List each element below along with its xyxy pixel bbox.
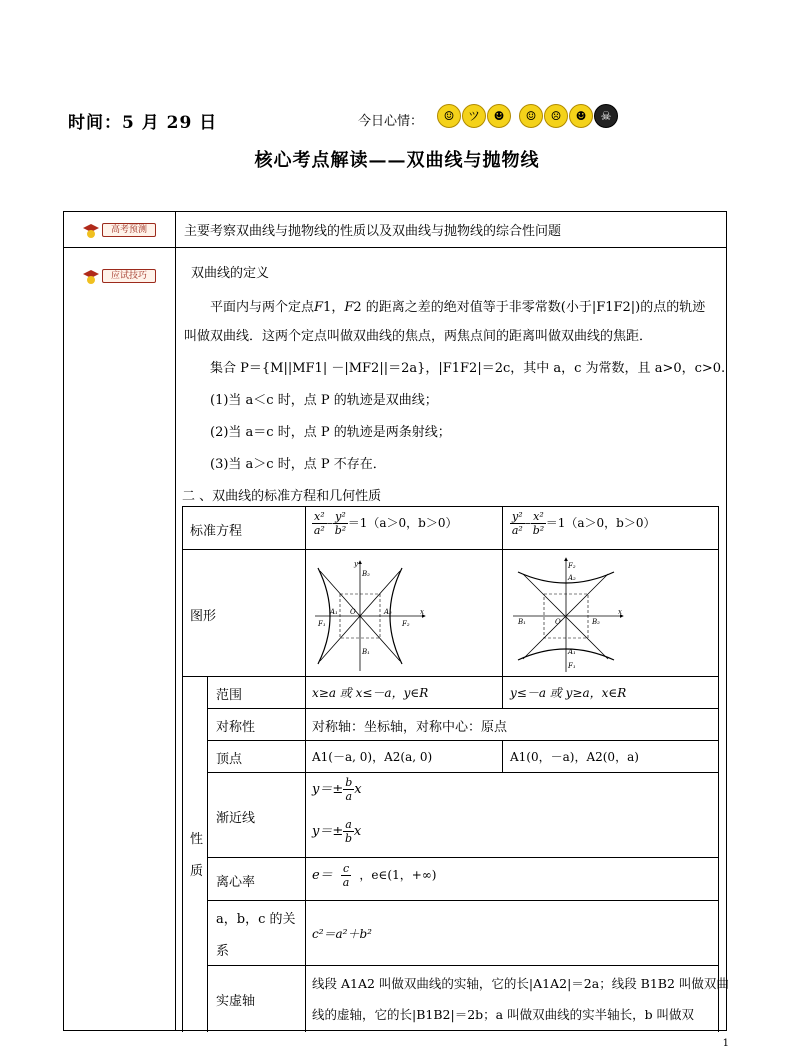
- svg-text:B₂: B₂: [362, 570, 370, 578]
- svg-text:B₂: B₂: [592, 618, 600, 626]
- badge-label: 高考预测: [102, 223, 156, 237]
- axis-line-1: 线段 A1A2 叫做双曲线的实轴，它的长|A1A2|＝2a；线段 B1B2 叫做双曲: [312, 976, 729, 991]
- hyperbola-horizontal-figure: [310, 556, 430, 674]
- svg-text:F₁: F₁: [568, 662, 576, 670]
- case-1: (1)当 a＜c 时，点 P 的轨迹是双曲线；: [210, 393, 438, 408]
- svg-text:B₁: B₁: [362, 648, 370, 656]
- std-eq-label: 标准方程: [190, 524, 243, 539]
- cry-icon: ☹: [544, 104, 568, 128]
- svg-text:x: x: [420, 608, 424, 616]
- hyperbola-vertical-figure: [508, 554, 628, 674]
- badge-label: 应试技巧: [102, 269, 156, 283]
- case-2: (2)当 a＝c 时，点 P 的轨迹是两条射线；: [210, 425, 451, 440]
- asymptote-label: 渐近线: [216, 811, 256, 826]
- svg-text:O: O: [350, 608, 356, 616]
- page-number: 1: [722, 1038, 729, 1049]
- column-divider: [175, 211, 176, 1031]
- axis-label: 实虚轴: [216, 994, 256, 1009]
- angel-icon: ☻: [487, 104, 511, 128]
- svg-text:A₂: A₂: [384, 608, 392, 616]
- property-label-2: 质: [190, 864, 204, 879]
- svg-text:B₁: B₁: [518, 618, 526, 626]
- mood-label: 今日心情：: [358, 114, 424, 129]
- range-value-1: x≥a 或 x≤－a，y∈R: [312, 686, 429, 700]
- svg-text:F₂: F₂: [402, 620, 410, 628]
- std-eq-1: $\frac{\text{x²}}{\text{a²}}$ – $\frac{\text{y²}}{\text{b²}}$ ＝1（a＞0，b＞0）: [313, 510, 458, 537]
- gaokao-text: 主要考察双曲线与抛物线的性质以及双曲线与抛物线的综合性问题: [184, 224, 562, 239]
- vertex-label: 顶点: [216, 752, 243, 767]
- svg-text:y: y: [354, 560, 358, 568]
- vertex-value-1: A1(－a, 0)，A2(a, 0): [312, 750, 433, 764]
- eccentricity-label: 离心率: [216, 875, 256, 890]
- set-definition: 集合 P＝{M||MF1| －|MF2||＝2a}，|F1F2|＝2c，其中 a，c 为常数，且 a>0，c>0.: [210, 361, 726, 376]
- svg-text:A₁: A₁: [568, 648, 576, 656]
- page-title: 核心考点解读——双曲线与抛物线: [254, 150, 540, 171]
- vertex-value-2: A1(0，－a)，A2(0，a): [510, 750, 639, 764]
- definition-para-1: 平面内与两个定点F1，F2 的距离之差的绝对值等于非零常数(小于|F1F2|)的点的轨迹: [210, 300, 706, 315]
- axis-line-2: 线的虚轴，它的长|B1B2|＝2b；a 叫做双曲线的实半轴长，b 叫做双: [312, 1007, 695, 1022]
- grad-cap-icon: [82, 268, 100, 284]
- range-label: 范围: [216, 688, 243, 703]
- case-3: (3)当 a＞c 时，点 P 不存在．: [210, 457, 386, 472]
- alien-icon: ☠: [594, 104, 618, 128]
- abc-value: c²＝a²＋b²: [312, 927, 372, 941]
- yingshi-badge: [82, 268, 156, 284]
- row-divider: [63, 247, 727, 248]
- smile-icon: ☺: [437, 104, 461, 128]
- grad-cap-icon: [82, 222, 100, 238]
- grin-icon: ツ: [462, 104, 486, 128]
- wink-icon: ☻: [569, 104, 593, 128]
- definition-heading: 双曲线的定义: [191, 266, 270, 281]
- mood-icons: [437, 104, 618, 128]
- asymptote-1: y＝± $\frac{b}{a}$ x: [312, 776, 362, 803]
- definition-para-2: 叫做双曲线．这两个定点叫做双曲线的焦点，两焦点间的距离叫做双曲线的焦距．: [184, 329, 653, 344]
- property-label-1: 性: [190, 832, 204, 847]
- symmetry-value: 对称轴：坐标轴，对称中心：原点: [312, 720, 508, 735]
- asymptote-2: y＝± $\frac{a}{b}$ x: [312, 818, 362, 845]
- figure-label: 图形: [190, 609, 217, 624]
- laugh-icon: ☺: [519, 104, 543, 128]
- svg-text:F₂: F₂: [568, 562, 576, 570]
- svg-text:x: x: [618, 608, 622, 616]
- svg-text:F₁: F₁: [318, 620, 326, 628]
- section-2-heading: 二 、双曲线的标准方程和几何性质: [182, 489, 382, 504]
- gaokao-badge: [82, 222, 156, 238]
- abc-label-2: 系: [216, 944, 230, 959]
- svg-text:O: O: [555, 618, 561, 626]
- eccentricity-value: e＝ $\frac{c}{a}$ ，e∈(1，+∞): [312, 862, 437, 889]
- symmetry-label: 对称性: [216, 720, 256, 735]
- std-eq-2: $\frac{\text{y²}}{\text{a²}}$ – $\frac{\text{x²}}{\text{b²}}$ ＝1（a＞0，b＞0）: [511, 510, 656, 537]
- svg-text:A₁: A₁: [330, 608, 338, 616]
- abc-label-1: a，b，c 的关: [216, 912, 296, 927]
- date-label: 时间：5 月 29 日: [68, 113, 218, 133]
- svg-text:A₂: A₂: [568, 574, 576, 582]
- range-value-2: y≤－a 或 y≥a，x∈R: [510, 686, 627, 700]
- property-table: [182, 506, 719, 1032]
